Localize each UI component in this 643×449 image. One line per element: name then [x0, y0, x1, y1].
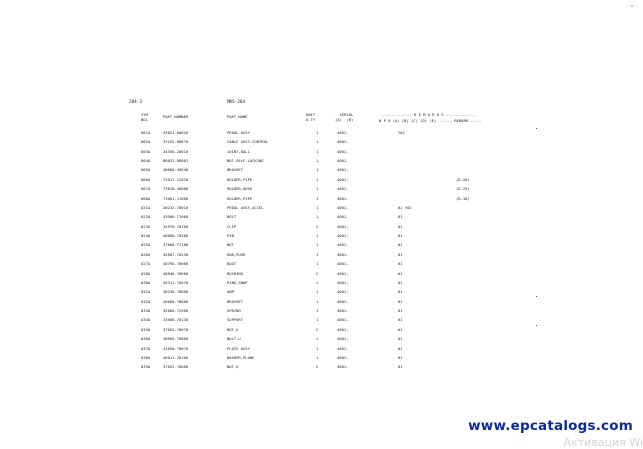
cell-part-name: BOLT [227, 214, 237, 220]
table-row [0, 334, 643, 343]
cell-symbol: 030A [141, 279, 151, 285]
cell-part-number: 43021-60020 [163, 130, 189, 135]
cell-serial: 4001- [337, 289, 349, 295]
cell-part-name: BUSHING [227, 270, 244, 276]
cell-part-number: 40000-70380 [163, 233, 189, 239]
cell-symbol: 032A [141, 298, 151, 304]
table-row [0, 325, 643, 334]
cell-qty: 1 [316, 214, 319, 220]
cell-remark: (D-10) [456, 195, 470, 201]
cell-part-number: 73010-36000 [163, 186, 189, 192]
cell-qty: 1 [316, 336, 319, 342]
cell-npo: 01 [398, 270, 403, 276]
cell-symbol: 005A [141, 167, 151, 173]
table-row [0, 250, 643, 259]
cell-serial: 4001- [337, 139, 349, 145]
cell-part-number: 40960-70060 [163, 336, 189, 342]
cell-qty: 1 [316, 139, 319, 145]
cell-qty: 1 [316, 167, 319, 173]
cell-part-name: SUPPORT [227, 317, 244, 323]
cell-npo: 01 [398, 223, 403, 229]
cell-npo: 01 [398, 308, 403, 314]
margin-dot [536, 325, 537, 326]
cell-symbol: 008A [141, 195, 151, 201]
margin-dot [536, 128, 537, 129]
cell-part-number: 73001-11000 [163, 195, 189, 201]
cell-part-name: PLATE ASSY [227, 345, 250, 351]
cell-part-number: 41650-70070 [163, 345, 189, 351]
cell-npo: 01 [398, 289, 403, 295]
cell-npo: 01 [398, 317, 403, 323]
cell-qty: 1 [316, 251, 319, 257]
table-row [0, 203, 643, 212]
col-symbol: SYM BOL [141, 112, 148, 122]
cell-part-name: JOINT,BALL [227, 148, 250, 154]
corner-mark [631, 5, 633, 7]
cell-qty: 2 [316, 326, 319, 332]
page-number: 204-3 [129, 100, 142, 105]
cell-part-number: 40840-70660 [163, 270, 189, 276]
cell-serial: 4001- [337, 270, 349, 276]
cell-qty: 1 [316, 195, 319, 201]
cell-part-name: ARM [227, 289, 234, 295]
cell-part-name: BRACKET [227, 298, 244, 304]
activation-notice: Активация Wi [563, 436, 643, 449]
cell-qty: 2 [316, 223, 319, 229]
cell-part-name: PEDAL ASSY [227, 130, 250, 135]
cell-qty: 1 [316, 148, 319, 154]
table-row [0, 194, 643, 203]
cell-serial: 4001- [337, 167, 349, 173]
cell-npo: 01 [398, 354, 403, 360]
cell-symbol: 037A [141, 345, 151, 351]
table-row [0, 165, 643, 174]
table-row [0, 156, 643, 165]
cell-npo: 01 [398, 261, 403, 267]
cell-symbol: 038A [141, 354, 151, 360]
cell-part-number: 88031-08061 [163, 158, 189, 164]
cell-symbol: 034A [141, 317, 151, 323]
cell-part-number: 46011-70160 [163, 354, 189, 360]
cell-npo: 01 [398, 364, 403, 370]
table-row [0, 184, 643, 193]
cell-symbol: 028A [141, 270, 151, 276]
cell-part-number: 37600-T1180 [163, 242, 189, 248]
cell-qty: 1 [316, 308, 319, 314]
cell-part-name: BRACKET [227, 167, 244, 173]
table-row [0, 259, 643, 268]
cell-remark: (D-25) [456, 186, 470, 192]
cell-symbol: 004A [141, 158, 151, 164]
table-row [0, 175, 643, 184]
cell-serial: 4001- [337, 233, 349, 239]
cell-part-name: HOLDER,PIPE [227, 195, 253, 201]
cell-part-number: 40600-45640 [163, 167, 189, 173]
cell-part-number: 73011-12020 [163, 176, 189, 182]
cell-part-number: 33600-70130 [163, 317, 189, 323]
table-row [0, 287, 643, 296]
cell-part-name: SPRING [227, 308, 241, 314]
cell-npo: 01 [398, 298, 403, 304]
cell-qty: 1 [316, 289, 319, 295]
cell-qty: 1 [316, 345, 319, 351]
cell-serial: 4001- [337, 279, 349, 285]
cell-qty: 1 [316, 204, 319, 210]
cell-npo: 01 [398, 326, 403, 332]
cell-part-number: 40600-70880 [163, 298, 189, 304]
cell-symbol: 026A [141, 251, 151, 257]
col-part-name: PART NAME [227, 114, 248, 119]
cell-npo: 01 [398, 251, 403, 257]
cell-serial: 4001- [337, 176, 349, 182]
cell-serial: 4001- [337, 354, 349, 360]
table-row [0, 362, 643, 371]
table-row [0, 222, 643, 231]
table-row [0, 137, 643, 146]
cell-part-name: NUT,U [227, 364, 239, 370]
cell-part-name: HOLDER,PIPE [227, 176, 253, 182]
cell-serial: 4001- [337, 148, 349, 154]
cell-part-number: 34350-20010 [163, 148, 189, 154]
cell-qty: 1 [316, 130, 319, 135]
cell-qty: 1 [316, 176, 319, 182]
cell-symbol: 002A [141, 139, 151, 145]
cell-npo: 01 [398, 214, 403, 220]
cell-qty: 1 [316, 354, 319, 360]
table-row [0, 278, 643, 287]
table-row [0, 128, 643, 137]
cell-npo: 01 [398, 345, 403, 351]
cell-part-name: PEDAL ASSY,ACCEL [227, 204, 264, 210]
cell-symbol: 021A [141, 204, 151, 210]
cell-part-name: HOLDER,HOSE [227, 186, 253, 192]
cell-serial: 4001- [337, 317, 349, 323]
cell-npo: Y01 [398, 130, 405, 135]
cell-serial: 4001- [337, 158, 349, 164]
cell-qty: 1 [316, 233, 319, 239]
cell-part-name: BOOT [227, 261, 237, 267]
cell-symbol: 025A [141, 242, 151, 248]
cell-part-number: 45311-70470 [163, 279, 189, 285]
cell-serial: 4001- [337, 298, 349, 304]
cell-serial: 4001- [337, 204, 349, 210]
table-row [0, 212, 643, 221]
table-row [0, 147, 643, 156]
cell-symbol: 003A [141, 148, 151, 154]
cell-serial: 4001- [337, 326, 349, 332]
table-row [0, 240, 643, 249]
table-row [0, 297, 643, 306]
cell-symbol: 036A [141, 336, 151, 342]
cell-qty: 1 [316, 158, 319, 164]
cell-symbol: 024A [141, 233, 151, 239]
cell-symbol: 039A [141, 364, 151, 370]
cell-serial: 4001- [337, 251, 349, 257]
cell-part-number: 43900-T1060 [163, 214, 189, 220]
cell-part-number: 45687-70230 [163, 251, 189, 257]
cell-part-number: 40790-70060 [163, 261, 189, 267]
cell-part-number: 37652-70080 [163, 364, 189, 370]
cell-npo: 01 [398, 279, 403, 285]
cell-qty: 1 [316, 317, 319, 323]
table-row [0, 269, 643, 278]
cell-symbol: 022A [141, 214, 151, 220]
cell-serial: 4001- [337, 261, 349, 267]
cell-qty: 1 [316, 261, 319, 267]
model-code: MKS-204 [227, 100, 246, 105]
cell-part-name: ROD,PUSH [227, 251, 246, 257]
cell-symbol: 035A [141, 326, 151, 332]
cell-serial: 4001- [337, 345, 349, 351]
table-row [0, 231, 643, 240]
cell-npo: 01 Y02 [398, 204, 412, 210]
cell-qty: 1 [316, 242, 319, 248]
cell-symbol: 007A [141, 186, 151, 192]
cell-serial: 4001- [337, 223, 349, 229]
cell-serial: 4001- [337, 130, 349, 135]
cell-part-name: NUT [227, 242, 234, 248]
cell-qty: 2 [316, 270, 319, 276]
cell-symbol: 027A [141, 261, 151, 267]
cell-npo: 01 [398, 242, 403, 248]
cell-serial: 4001- [337, 186, 349, 192]
cell-serial: 4001- [337, 364, 349, 370]
cell-part-name: NUT,U [227, 326, 239, 332]
cell-symbol: 031A [141, 289, 151, 295]
cell-serial: 4001- [337, 242, 349, 248]
cell-remark: (D-20) [456, 176, 470, 182]
cell-symbol: 006A [141, 176, 151, 182]
cell-part-name: CABLE ASSY,CONTROL [227, 139, 269, 145]
cell-npo: 01 [398, 233, 403, 239]
table-row [0, 315, 643, 324]
col-unit-qty: UNIT Q.TY [306, 112, 316, 122]
table-row [0, 306, 643, 315]
cell-serial: 4001- [337, 195, 349, 201]
cell-serial: 4001- [337, 336, 349, 342]
cell-part-number: 37652-70070 [163, 326, 189, 332]
cell-part-number: 30232-70010 [163, 204, 189, 210]
cell-qty: 1 [316, 279, 319, 285]
cell-part-name: WASHER,PLANE [227, 354, 255, 360]
margin-dot [536, 296, 537, 297]
cell-part-name: NUT,SELF-LOCKING [227, 158, 264, 164]
cell-symbol: 033A [141, 308, 151, 314]
cell-npo: 01 [398, 336, 403, 342]
cell-qty: 1 [316, 298, 319, 304]
col-serial: SERIAL (A) (B) [335, 112, 354, 122]
cell-part-name: BOLT,U [227, 336, 241, 342]
cell-part-name: PIN [227, 233, 234, 239]
cell-part-number: 30230-70090 [163, 289, 189, 295]
cell-serial: 4001- [337, 214, 349, 220]
cell-part-number: 33192-00670 [163, 139, 189, 145]
cell-qty: 2 [316, 364, 319, 370]
watermark-text: www.epcatalogs.com [468, 418, 633, 434]
col-part-number: PART NUMBER [163, 114, 189, 119]
cell-symbol: 023A [141, 223, 151, 229]
cell-part-number: 35600-72980 [163, 308, 189, 314]
cell-part-name: RING,SNAP [227, 279, 248, 285]
cell-part-number: 32970-70160 [163, 223, 189, 229]
cell-serial: 4001- [337, 308, 349, 314]
table-row [0, 353, 643, 362]
cell-symbol: 001A [141, 130, 151, 135]
table-row [0, 344, 643, 353]
col-remarks-sub: N P O (A) (B) (C) (D) (E) ..... REMARK ..... [379, 118, 482, 123]
cell-qty: 1 [316, 186, 319, 192]
col-remarks-title: ------------- R E M A R K S ------------- [382, 112, 476, 117]
cell-part-name: CLIP [227, 223, 237, 229]
